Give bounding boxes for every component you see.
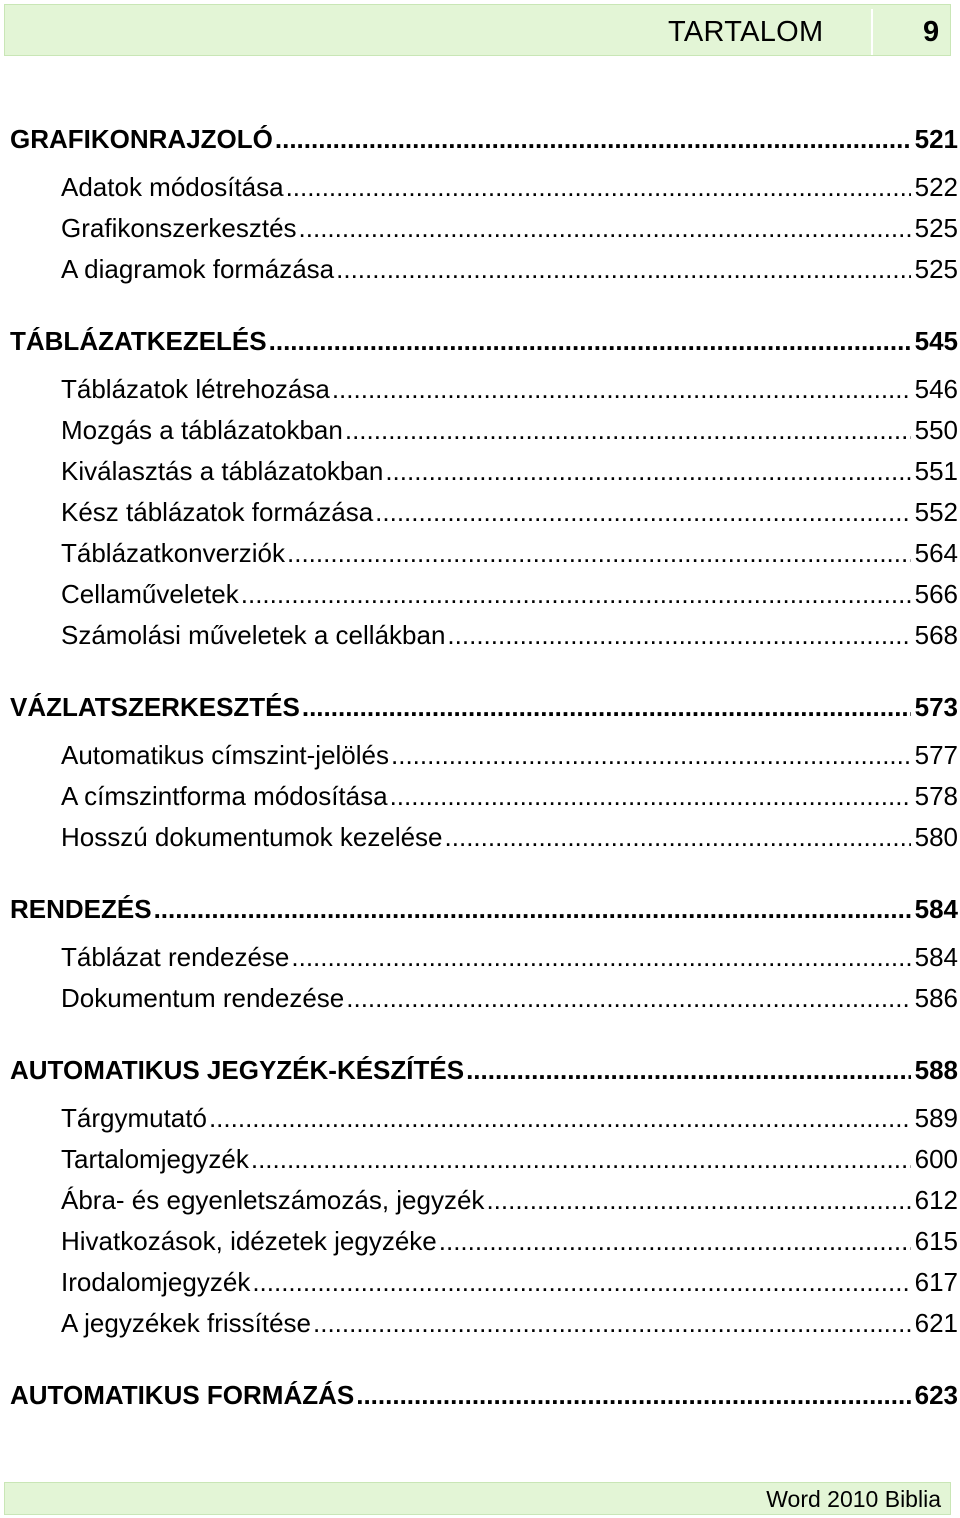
- toc-section-entry[interactable]: [61, 1226, 958, 1258]
- toc-dot-leader: [154, 894, 911, 925]
- toc-entry-page-number: 584: [914, 942, 958, 972]
- toc-chapter-entry[interactable]: [10, 894, 958, 926]
- toc-dot-leader: [302, 692, 911, 723]
- toc-entry-page-number: 621: [914, 1308, 958, 1338]
- toc-section-entry[interactable]: [61, 456, 958, 488]
- toc-entry-label: Tárgymutató: [61, 1103, 207, 1133]
- toc-section-entry[interactable]: [61, 1103, 958, 1135]
- toc-dot-leader: [336, 254, 910, 285]
- toc-entry-page-number: 617: [914, 1267, 958, 1297]
- toc-section-entry[interactable]: [61, 172, 958, 204]
- toc-dot-leader: [287, 538, 911, 569]
- toc-entry-label: Kiválasztás a táblázatokban: [61, 456, 384, 486]
- toc-entry-label: Mozgás a táblázatokban: [61, 415, 343, 445]
- toc-chapter-entry[interactable]: [10, 692, 958, 724]
- toc-section-entry[interactable]: [61, 254, 958, 286]
- toc-entry-page-number: 521: [914, 124, 958, 154]
- toc-dot-leader: [345, 415, 911, 446]
- toc-section-entry[interactable]: [61, 740, 958, 772]
- toc-chapter-entry[interactable]: [10, 1055, 958, 1087]
- toc-entry-page-number: 546: [914, 374, 958, 404]
- toc-entry-label: AUTOMATIKUS JEGYZÉK-KÉSZÍTÉS: [10, 1055, 465, 1085]
- toc-dot-leader: [391, 740, 911, 771]
- toc-entry-label: Tartalomjegyzék: [61, 1144, 249, 1174]
- toc-dot-leader: [286, 172, 911, 203]
- toc-section-entry[interactable]: [61, 1267, 958, 1299]
- toc-entry-page-number: 551: [914, 456, 958, 486]
- toc-entry-page-number: 577: [914, 740, 958, 770]
- toc-entry-label: Grafikonszerkesztés: [61, 213, 297, 243]
- toc-entry-page-number: 578: [914, 781, 958, 811]
- toc-dot-leader: [447, 620, 910, 651]
- toc-entry-label: Táblázat rendezése: [61, 942, 290, 972]
- page-header: [4, 4, 951, 56]
- toc-entry-label: Számolási műveletek a cellákban: [61, 620, 446, 650]
- toc-entry-label: A diagramok formázása: [61, 254, 335, 284]
- toc-entry-label: Hivatkozások, idézetek jegyzéke: [61, 1226, 437, 1256]
- toc-dot-leader: [439, 1226, 911, 1257]
- toc-dot-leader: [466, 1055, 911, 1086]
- toc-section-entry[interactable]: [61, 538, 958, 570]
- toc-entry-label: Adatok módosítása: [61, 172, 284, 202]
- toc-entry-label: TÁBLÁZATKEZELÉS: [10, 326, 267, 356]
- toc-entry-page-number: 600: [914, 1144, 958, 1174]
- toc-chapter-entry[interactable]: [10, 1380, 958, 1412]
- toc-dot-leader: [332, 374, 911, 405]
- toc-entry-page-number: 564: [914, 538, 958, 568]
- toc-entry-page-number: 580: [914, 822, 958, 852]
- toc-entry-page-number: 566: [914, 579, 958, 609]
- toc-entry-label: A jegyzékek frissítése: [61, 1308, 311, 1338]
- toc-entry-page-number: 568: [914, 620, 958, 650]
- toc-dot-leader: [209, 1103, 911, 1134]
- toc-entry-page-number: 623: [914, 1380, 958, 1410]
- toc-section-entry[interactable]: [61, 1308, 958, 1340]
- toc-entry-page-number: 584: [914, 894, 958, 924]
- toc-entry-page-number: 612: [914, 1185, 958, 1215]
- toc-entry-page-number: 545: [914, 326, 958, 356]
- toc-entry-label: GRAFIKONRAJZOLÓ: [10, 124, 273, 154]
- toc-section-entry[interactable]: [61, 497, 958, 529]
- toc-dot-leader: [346, 983, 910, 1014]
- toc-section-entry[interactable]: [61, 983, 958, 1015]
- toc-dot-leader: [291, 942, 910, 973]
- toc-entry-label: Cellaműveletek: [61, 579, 239, 609]
- toc-entry-label: Ábra- és egyenletszámozás, jegyzék: [61, 1185, 485, 1215]
- page-footer: [4, 1482, 951, 1515]
- header-page-number: 9: [923, 16, 940, 48]
- footer-book-title: Word 2010 Biblia: [766, 1486, 941, 1512]
- toc-dot-leader: [251, 1144, 911, 1175]
- toc-dot-leader: [385, 456, 910, 487]
- toc-entry-page-number: 525: [914, 213, 958, 243]
- toc-entry-page-number: 615: [914, 1226, 958, 1256]
- toc-entry-label: Irodalomjegyzék: [61, 1267, 251, 1297]
- toc-entry-label: Automatikus címszint-jelölés: [61, 740, 389, 770]
- toc-entry-page-number: 588: [914, 1055, 958, 1085]
- toc-entry-label: VÁZLATSZERKESZTÉS: [10, 692, 300, 722]
- toc-dot-leader: [356, 1380, 910, 1411]
- toc-dot-leader: [241, 579, 911, 610]
- toc-entry-label: Táblázatok létrehozása: [61, 374, 330, 404]
- toc-chapter-entry[interactable]: [10, 124, 958, 156]
- toc-entry-page-number: 522: [914, 172, 958, 202]
- toc-section-entry[interactable]: [61, 374, 958, 406]
- toc-entry-label: RENDEZÉS: [10, 894, 152, 924]
- toc-dot-leader: [390, 781, 911, 812]
- toc-section-entry[interactable]: [61, 579, 958, 611]
- toc-entry-label: A címszintforma módosítása: [61, 781, 388, 811]
- toc-section-entry[interactable]: [61, 822, 958, 854]
- toc-chapter-entry[interactable]: [10, 326, 958, 358]
- toc-entry-page-number: 573: [914, 692, 958, 722]
- toc-dot-leader: [299, 213, 911, 244]
- toc-section-entry[interactable]: [61, 942, 958, 974]
- toc-section-entry[interactable]: [61, 213, 958, 245]
- toc-entry-label: Táblázatkonverziók: [61, 538, 285, 568]
- toc-entry-page-number: 586: [914, 983, 958, 1013]
- toc-dot-leader: [313, 1308, 911, 1339]
- toc-entry-label: Hosszú dokumentumok kezelése: [61, 822, 443, 852]
- toc-section-entry[interactable]: [61, 781, 958, 813]
- toc-dot-leader: [269, 326, 911, 357]
- toc-entry-page-number: 589: [914, 1103, 958, 1133]
- toc-dot-leader: [445, 822, 911, 853]
- toc-entry-label: AUTOMATIKUS FORMÁZÁS: [10, 1380, 355, 1410]
- toc-section-entry[interactable]: [61, 415, 958, 447]
- toc-section-entry[interactable]: [61, 1144, 958, 1176]
- toc-entry-label: Kész táblázatok formázása: [61, 497, 374, 527]
- toc-section-entry[interactable]: [61, 620, 958, 652]
- header-divider: [871, 9, 873, 55]
- toc-section-entry[interactable]: [61, 1185, 958, 1217]
- toc-entry-page-number: 525: [914, 254, 958, 284]
- toc-entry-page-number: 552: [914, 497, 958, 527]
- toc-entry-page-number: 550: [914, 415, 958, 445]
- toc-entry-label: Dokumentum rendezése: [61, 983, 345, 1013]
- toc-dot-leader: [252, 1267, 910, 1298]
- header-title: TARTALOM: [668, 16, 824, 48]
- toc-dot-leader: [275, 124, 911, 155]
- toc-dot-leader: [375, 497, 910, 528]
- toc-dot-leader: [486, 1185, 910, 1216]
